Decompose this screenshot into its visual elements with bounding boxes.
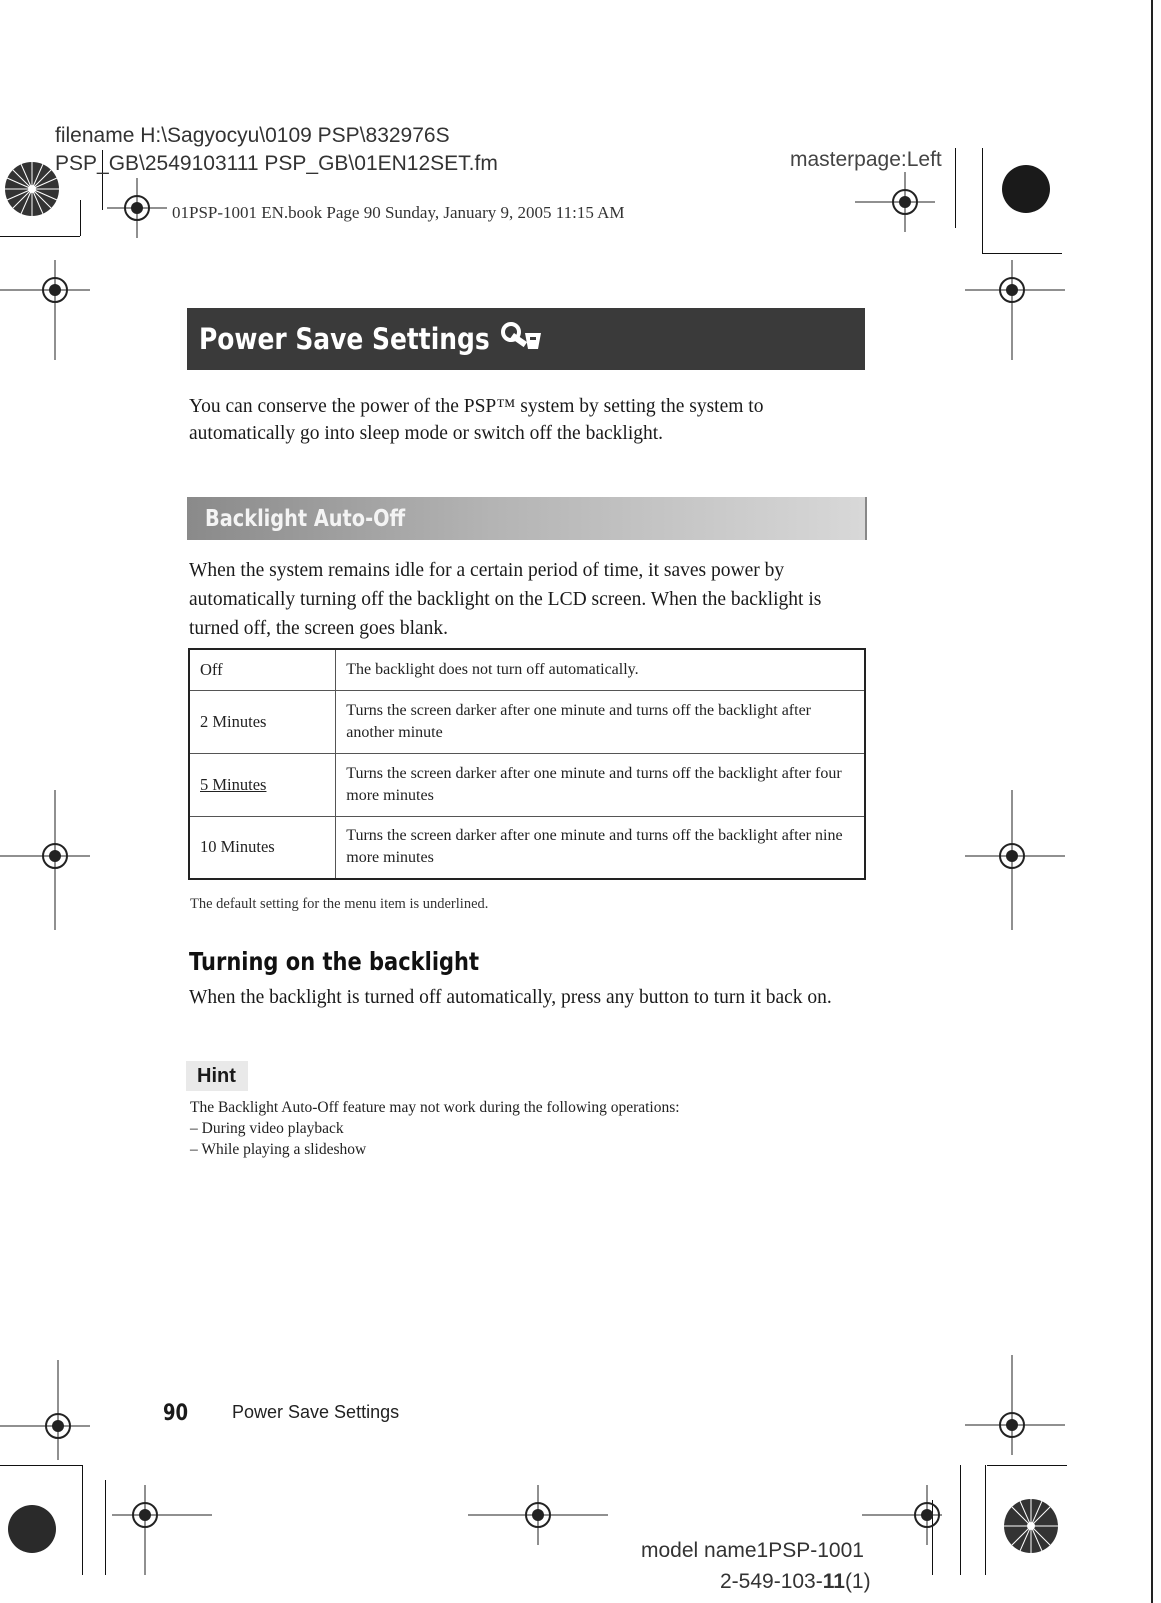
- default-note: The default setting for the menu item is underlined.: [190, 896, 489, 912]
- hint-text: [190, 1097, 680, 1160]
- filename-line-2: PSP_GB\2549103111 PSP_GB\01EN12SET.fm: [55, 152, 498, 175]
- crosshair-icon: [107, 178, 167, 238]
- subsection-bar: [187, 497, 867, 540]
- crosshair-icon: [112, 1485, 212, 1575]
- section-title-bar: [187, 308, 865, 370]
- page-title: Power Save Settings: [199, 322, 490, 356]
- book-info-line: 01PSP-1001 EN.book Page 90 Sunday, January 9, 2005 11:15 AM: [172, 203, 625, 222]
- registration-dot-icon: [6, 1503, 58, 1555]
- table-row: [189, 753, 865, 816]
- hint-label: Hint: [186, 1061, 248, 1091]
- crop-line: [82, 1465, 83, 1575]
- page-number: 90: [163, 1401, 189, 1426]
- crop-line: [985, 1465, 986, 1575]
- model-name: model name1PSP-1001: [641, 1539, 864, 1562]
- table-row: [189, 649, 865, 690]
- model-code-prefix: 2-549-103-: [720, 1570, 823, 1593]
- hint-line: – While playing a slideshow: [190, 1141, 367, 1158]
- footer-title: Power Save Settings: [232, 1402, 400, 1422]
- crosshair-icon: [0, 1360, 90, 1460]
- settings-tools-icon: [497, 319, 547, 360]
- model-code: [720, 1570, 871, 1594]
- option-cell: Off: [189, 649, 336, 690]
- description-cell: Turns the screen darker after one minute and turns off the backlight after another minute: [336, 690, 865, 753]
- description-cell: Turns the screen darker after one minute and turns off the backlight after four more minutes: [336, 753, 865, 816]
- crop-line: [0, 236, 80, 237]
- crosshair-icon: [0, 790, 90, 930]
- masterpage-label: masterpage:Left: [790, 148, 942, 171]
- intro-paragraph: You can conserve the power of the PSP™ system by setting the system to automatically go into sleep mode or switch off the backlight.: [189, 396, 764, 444]
- turning-on-paragraph: When the backlight is turned off automatically, press any button to turn it back on.: [189, 987, 832, 1008]
- crop-line: [982, 253, 1062, 254]
- crosshair-icon: [965, 260, 1065, 360]
- crop-line: [1151, 0, 1153, 1603]
- crosshair-icon: [0, 260, 90, 360]
- table-row: [189, 690, 865, 753]
- crop-line: [0, 1465, 82, 1466]
- crosshair-icon: [862, 1485, 942, 1545]
- subheading: Turning on the backlight: [189, 947, 480, 976]
- crop-line: [982, 148, 983, 253]
- hint-line: The Backlight Auto-Off feature may not work during the following operations:: [190, 1099, 680, 1116]
- registration-sunburst-icon: [3, 160, 61, 218]
- crop-line: [960, 1465, 961, 1575]
- filename-line-1: filename H:\Sagyocyu\0109 PSP\832976S: [55, 124, 450, 147]
- crop-line: [80, 200, 81, 236]
- crop-line: [987, 1465, 1067, 1466]
- option-cell: 2 Minutes: [189, 690, 336, 753]
- crop-line: [955, 148, 956, 228]
- default-option: 5 Minutes: [200, 774, 267, 794]
- table-row: [189, 816, 865, 879]
- settings-table: [188, 648, 866, 880]
- model-code-bold: 11: [822, 1570, 845, 1593]
- backlight-description: When the system remains idle for a certain period of time, it saves power by automatically turning off the backlight on the LCD screen. When the backlight is turned off, the screen goes blank.: [189, 560, 822, 639]
- description-cell: Turns the screen darker after one minute and turns off the backlight after nine more minutes: [336, 816, 865, 879]
- registration-sunburst-icon: [1002, 1497, 1060, 1555]
- crosshair-icon: [965, 1355, 1065, 1455]
- option-cell: [189, 753, 336, 816]
- crosshair-icon: [965, 790, 1065, 930]
- crosshair-icon: [468, 1485, 608, 1575]
- crop-line: [105, 1480, 106, 1575]
- hint-line: – During video playback: [190, 1120, 344, 1137]
- registration-dot-icon: [1000, 163, 1052, 215]
- model-code-suffix: (1): [844, 1570, 871, 1593]
- crosshair-icon: [855, 172, 935, 232]
- subsection-heading: Backlight Auto-Off: [205, 505, 406, 532]
- option-cell: 10 Minutes: [189, 816, 336, 879]
- description-cell: The backlight does not turn off automatically.: [336, 649, 865, 690]
